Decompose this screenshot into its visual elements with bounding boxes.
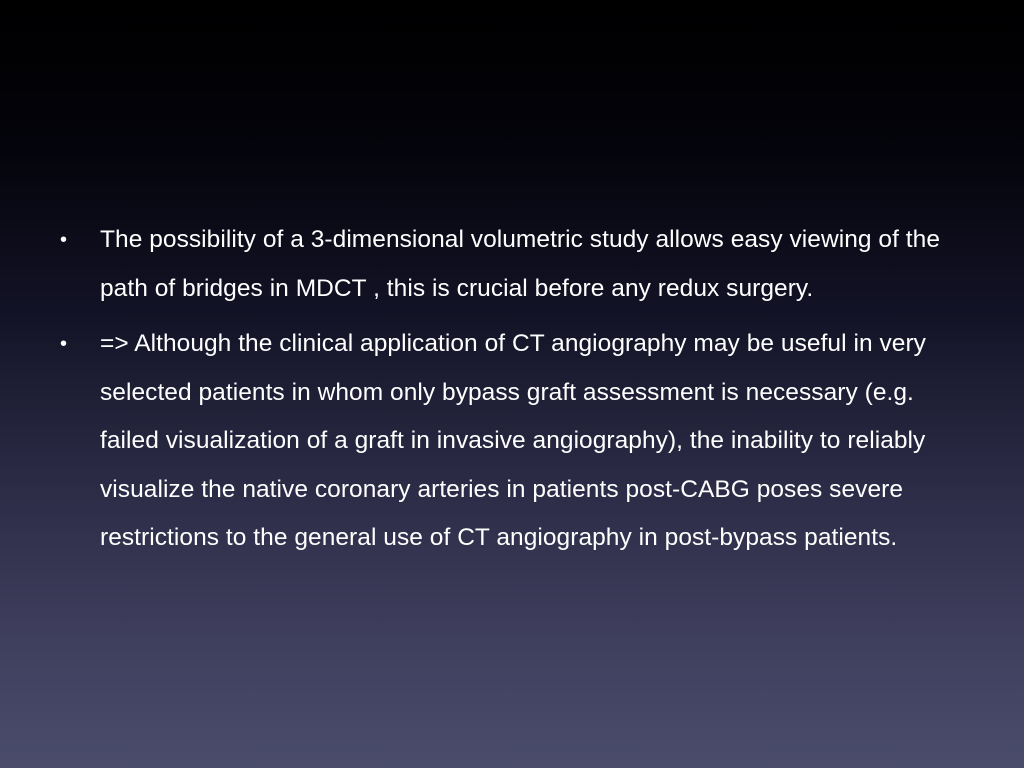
bullet-text: => Although the clinical application of CT angiography may be useful in very selected patients in whom only bypass graft assessment is necessary (e.g. failed visualization of a graft in invasive angiography), the inability to reliably visualize the native coronary arteries in patients post-CABG poses severe restrictions to the general use of CT angiography in post-bypass patients. — [100, 330, 926, 551]
bullet-item — [60, 320, 960, 563]
bullet-item — [60, 216, 960, 313]
bullet-text: The possibility of a 3-dimensional volumetric study allows easy viewing of the path of bridges in MDCT , this is crucial before any redux surgery. — [100, 226, 941, 302]
bullet-list — [60, 216, 960, 570]
bullet-marker: • — [60, 333, 68, 355]
bullet-marker: • — [60, 229, 68, 251]
